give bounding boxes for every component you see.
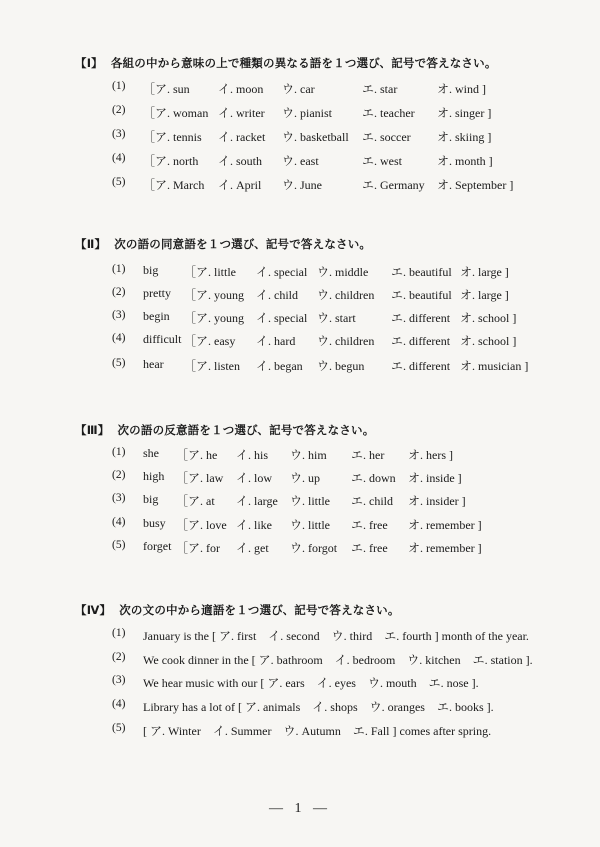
choice-e: エ. down: [351, 471, 396, 485]
choice-a: ［ア. at: [176, 494, 215, 508]
question-number: (5): [112, 357, 126, 369]
choice-u: ウ. children: [317, 334, 375, 348]
choice-u: ウ. little: [290, 494, 330, 508]
choice-a: ［ア. tennis: [143, 130, 202, 144]
question-word: begin: [143, 309, 170, 323]
choice-i: イ. child: [256, 288, 298, 302]
choice-a: ［ア. easy: [184, 334, 236, 348]
choice-u: ウ. up: [290, 471, 321, 485]
choice-o: オ. wind ]: [437, 82, 486, 96]
question-sentence: We cook dinner in the [ ア. bathroom イ. bedroom ウ. kitchen エ. station ].: [143, 653, 533, 667]
question-number: (2): [112, 286, 126, 298]
question-word: high: [143, 469, 165, 483]
choice-i: イ. special: [256, 265, 308, 279]
choice-i: イ. low: [236, 471, 273, 485]
question-number: (4): [112, 516, 126, 528]
choice-u: ウ. east: [282, 154, 319, 168]
choice-i: イ. racket: [218, 130, 266, 144]
question-number: (3): [112, 309, 126, 321]
section-mark: 【Ⅲ】: [75, 423, 110, 437]
question-number: (1): [112, 263, 126, 275]
choice-a: ［ア. he: [176, 448, 218, 462]
choice-i: イ. began: [256, 359, 303, 373]
choice-o: オ. school ]: [460, 334, 517, 348]
choice-a: ［ア. little: [184, 265, 236, 279]
choice-e: エ. her: [351, 448, 385, 462]
choice-o: オ. large ]: [460, 288, 509, 302]
question-word: big: [143, 263, 159, 277]
question-number: (1): [112, 80, 126, 92]
question-word: forget: [143, 539, 172, 553]
choice-e: エ. child: [351, 494, 393, 508]
choice-u: ウ. start: [317, 311, 356, 325]
choice-a: ［ア. woman: [143, 106, 209, 120]
choice-a: ［ア. for: [176, 541, 220, 555]
choice-a: ［ア. sun: [143, 82, 190, 96]
choice-u: ウ. June: [282, 178, 322, 192]
choice-i: イ. April: [218, 178, 262, 192]
choice-o: オ. skiing ]: [437, 130, 492, 144]
choice-i: イ. get: [236, 541, 269, 555]
choice-o: オ. month ]: [437, 154, 493, 168]
choice-e: エ. free: [351, 541, 388, 555]
choice-u: ウ. him: [290, 448, 327, 462]
choice-e: エ. beautiful: [391, 265, 452, 279]
section-instruction: 次の語の同意語を１つ選び、記号で答えなさい。: [114, 237, 372, 251]
choice-a: ［ア. young: [184, 288, 245, 302]
question-sentence: [ ア. Winter イ. Summer ウ. Autumn エ. Fall ] comes after spring.: [143, 724, 492, 738]
question-word: she: [143, 446, 159, 460]
question-word: pretty: [143, 286, 171, 300]
section-instruction: 各組の中から意味の上で種類の異なる語を１つ選び、記号で答えなさい。: [110, 56, 497, 70]
question-word: difficult: [143, 332, 182, 346]
choice-o: オ. singer ]: [437, 106, 492, 120]
choice-e: エ. beautiful: [391, 288, 452, 302]
section-heading: [75, 422, 374, 438]
question-number: (5): [112, 176, 126, 188]
choice-u: ウ. forgot: [290, 541, 338, 555]
choice-o: オ. large ]: [460, 265, 509, 279]
section-mark: 【Ⅱ】: [75, 237, 107, 251]
choice-a: ［ア. north: [143, 154, 199, 168]
section-mark: 【Ⅳ】: [75, 603, 112, 617]
question-number: (1): [112, 627, 126, 639]
question-number: (2): [112, 651, 126, 663]
question-word: busy: [143, 516, 166, 530]
choice-i: イ. like: [236, 518, 272, 532]
choice-u: ウ. children: [317, 288, 375, 302]
choice-e: エ. different: [391, 334, 451, 348]
choice-o: オ. school ]: [460, 311, 517, 325]
choice-e: エ. star: [362, 82, 398, 96]
choice-a: ［ア. March: [143, 178, 205, 192]
question-number: (4): [112, 332, 126, 344]
choice-i: イ. large: [236, 494, 278, 508]
choice-a: ［ア. young: [184, 311, 245, 325]
choice-e: エ. soccer: [362, 130, 411, 144]
choice-o: オ. hers ]: [408, 448, 453, 462]
question-number: (3): [112, 674, 126, 686]
question-number: (2): [112, 104, 126, 116]
choice-e: エ. Germany: [362, 178, 425, 192]
question-number: (5): [112, 539, 126, 551]
question-number: (1): [112, 446, 126, 458]
choice-o: オ. remember ]: [408, 541, 482, 555]
question-sentence: We hear music with our [ ア. ears イ. eyes ウ. mouth エ. nose ].: [143, 676, 479, 690]
question-number: (4): [112, 152, 126, 164]
question-number: (3): [112, 492, 126, 504]
section-heading: [75, 602, 400, 618]
choice-o: オ. inside ]: [408, 471, 462, 485]
choice-o: オ. insider ]: [408, 494, 466, 508]
choice-u: ウ. middle: [317, 265, 369, 279]
choice-u: ウ. pianist: [282, 106, 332, 120]
section-heading: [75, 55, 497, 71]
question-word: big: [143, 492, 159, 506]
choice-o: オ. musician ]: [460, 359, 529, 373]
section-instruction: 次の文の中から適語を１つ選び、記号で答えなさい。: [119, 603, 400, 617]
question-number: (3): [112, 128, 126, 140]
question-number: (5): [112, 722, 126, 734]
choice-i: イ. moon: [218, 82, 264, 96]
section-instruction: 次の語の反意語を１つ選び、記号で答えなさい。: [117, 423, 375, 437]
choice-u: ウ. car: [282, 82, 315, 96]
question-sentence: Library has a lot of [ ア. animals イ. shops ウ. oranges エ. books ].: [143, 700, 494, 714]
choice-i: イ. his: [236, 448, 269, 462]
question-number: (2): [112, 469, 126, 481]
choice-a: ［ア. listen: [184, 359, 240, 373]
choice-u: ウ. basketball: [282, 130, 349, 144]
choice-o: オ. remember ]: [408, 518, 482, 532]
choice-e: エ. teacher: [362, 106, 415, 120]
choice-a: ［ア. law: [176, 471, 224, 485]
choice-i: イ. writer: [218, 106, 265, 120]
choice-e: エ. west: [362, 154, 402, 168]
page-number: — 1 —: [269, 801, 331, 816]
question-word: hear: [143, 357, 164, 371]
choice-e: エ. free: [351, 518, 388, 532]
choice-i: イ. special: [256, 311, 308, 325]
choice-u: ウ. little: [290, 518, 330, 532]
choice-e: エ. different: [391, 359, 451, 373]
question-sentence: January is the [ ア. first イ. second ウ. third エ. fourth ] month of the year.: [143, 629, 529, 643]
choice-i: イ. hard: [256, 334, 296, 348]
choice-o: オ. September ]: [437, 178, 514, 192]
choice-i: イ. south: [218, 154, 263, 168]
choice-u: ウ. begun: [317, 359, 365, 373]
choice-a: ［ア. love: [176, 518, 227, 532]
choice-e: エ. different: [391, 311, 451, 325]
section-mark: 【Ⅰ】: [75, 56, 103, 70]
question-number: (4): [112, 698, 126, 710]
section-heading: [75, 236, 371, 252]
